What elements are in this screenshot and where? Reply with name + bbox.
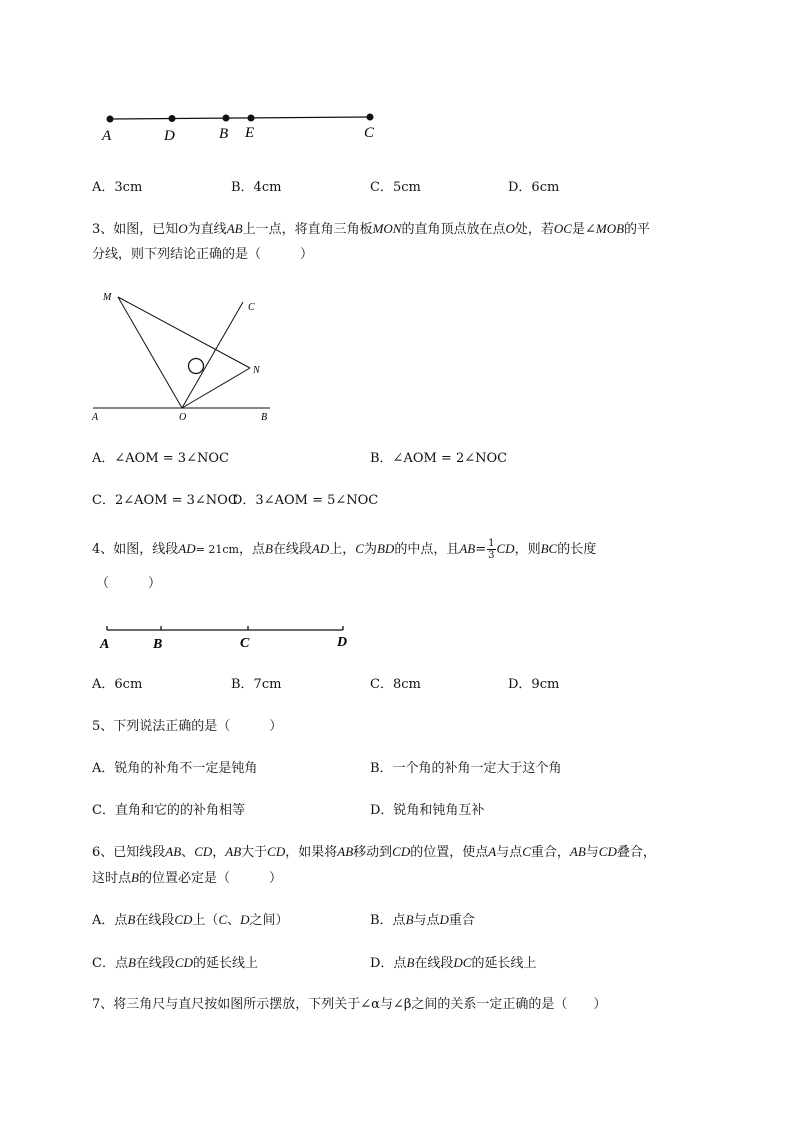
- q2-point-c: [367, 114, 374, 121]
- q3-ray-on: [182, 368, 250, 408]
- q2-point-b: [223, 115, 230, 122]
- q6-stem-line1: 6、已知线段AB、CD，AB大于CD，如果将AB移动到CD的位置，使点A与点C重合，AB与CD叠合，: [92, 844, 656, 860]
- q4-fraction: $\frac{1}{3}$: [488, 538, 495, 561]
- q3-stem-line2: 分线，则下列结论正确的是（ ）: [92, 247, 314, 262]
- q3-side-mn: [118, 297, 250, 368]
- q6-option-a: A．点B在线段CD上（C、D之间）: [92, 912, 289, 928]
- q3-label-a: A: [92, 412, 99, 423]
- q5-stem: 5、下列说法正确的是（ ）: [92, 719, 283, 734]
- q3-angle-figure: [88, 288, 278, 423]
- q3-option-c: C．2∠AOM = 3∠NOC: [92, 493, 238, 508]
- q5-option-d: D．锐角和钝角互补: [370, 803, 485, 818]
- q2-label-e: E: [245, 125, 255, 141]
- q2-segment-line: [110, 117, 370, 119]
- q3-ray-oc: [182, 302, 243, 408]
- q4-label-c: C: [240, 636, 250, 651]
- q2-label-c: C: [364, 125, 375, 141]
- q3-stem-line1: 3、如图，已知O为直线AB上一点，将直角三角板MON的直角顶点放在点O处，若OC是∠MOB的平: [92, 221, 651, 237]
- q4-segment-figure: [95, 620, 360, 655]
- q5-option-a: A．锐角的补角不一定是钝角: [92, 761, 258, 776]
- q2-option-b: B．4cm: [231, 180, 282, 195]
- q6-stem-line2: 这时点B的位置必定是（ ）: [92, 870, 282, 886]
- q3-option-d: D．3∠AOM = 5∠NOC: [232, 493, 379, 508]
- q2-option-c: C．5cm: [370, 180, 421, 195]
- q3-label-m: M: [103, 292, 112, 303]
- q4-option-c: C．8cm: [370, 677, 421, 692]
- q4-stem-line1: 4、如图，线段AD= 21cm，点B在线段AD上，C为BD的中点，且AB= $\frac{1}{3}$ CD，则BC的长度: [92, 538, 597, 561]
- q2-segment-figure: [95, 105, 395, 150]
- q3-option-b: B．∠AOM = 2∠NOC: [370, 451, 508, 466]
- q7-stem: 7、将三角尺与直尺按如图所示摆放，下列关于∠α与∠β之间的关系一定正确的是（ ）: [92, 997, 607, 1012]
- q3-label-n: N: [253, 365, 260, 376]
- q3-label-b: B: [261, 412, 268, 423]
- q2-label-b: B: [219, 126, 229, 142]
- q3-hole-circle: [189, 359, 204, 374]
- q5-option-c: C．直角和它的的补角相等: [92, 803, 245, 818]
- q4-stem-line2: （ ）: [96, 576, 162, 591]
- q6-option-b: B．点B与点D重合: [370, 912, 475, 928]
- q4-label-b: B: [153, 637, 163, 652]
- q4-option-a: A．6cm: [92, 677, 143, 692]
- q5-option-b: B．一个角的补角一定大于这个角: [370, 761, 562, 776]
- q6-option-c: C．点B在线段CD的延长线上: [92, 955, 258, 971]
- q2-label-d: D: [164, 128, 175, 144]
- q2-label-a: A: [102, 128, 112, 144]
- q2-point-a: [107, 116, 114, 123]
- q4-option-d: D．9cm: [508, 677, 560, 692]
- q4-label-d: D: [337, 635, 348, 650]
- q3-label-c: C: [248, 302, 255, 313]
- q3-option-a: A．∠AOM = 3∠NOC: [92, 451, 229, 466]
- q2-point-d: [169, 115, 176, 122]
- q2-option-a: A．3cm: [92, 180, 143, 195]
- q4-option-b: B．7cm: [231, 677, 282, 692]
- q6-option-d: D．点B在线段DC的延长线上: [370, 955, 537, 971]
- q4-label-a: A: [100, 637, 110, 652]
- q2-option-d: D．6cm: [508, 180, 560, 195]
- q3-label-o: O: [179, 412, 187, 423]
- q2-point-e: [248, 115, 255, 122]
